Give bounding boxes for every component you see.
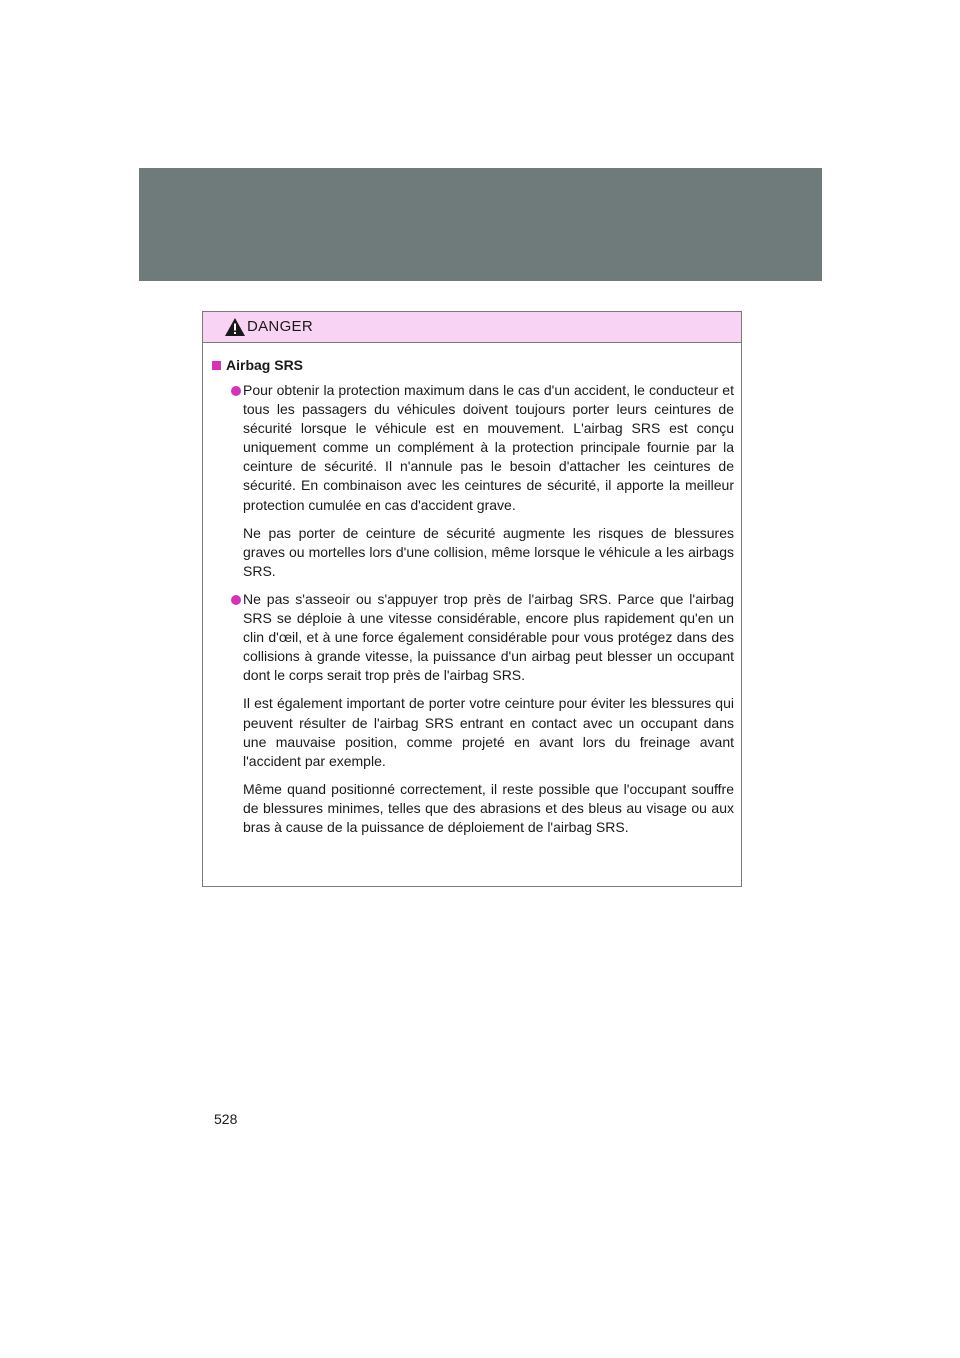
bullet-item [210, 381, 734, 515]
section-heading-text: Airbag SRS [226, 357, 304, 373]
square-bullet-icon [212, 361, 221, 370]
page-number: 528 [214, 1111, 238, 1127]
danger-content [203, 343, 741, 837]
bullet-item [210, 590, 734, 685]
danger-title: DANGER [247, 318, 313, 335]
round-bullet-icon [231, 595, 241, 605]
bullet-text: Ne pas s'asseoir ou s'appuyer trop près de l'airbag SRS. Parce que l'airbag SRS se déploie à une vitesse considérable, encore plus rapidement qu'en un clin d'œil, et à une force également considérable pour vous protégez dans des collisions à grande vitesse, la puissance d'un airbag peut blesser un occupant dont le corps serait trop près de l'airbag SRS. [243, 590, 734, 684]
warning-triangle-icon [224, 317, 246, 337]
followup-paragraph: Il est également important de porter votre ceinture pour éviter les blessures qui peuvent résulter de l'airbag SRS entrant en contact avec un occupant dans une mauvaise position, comme projeté en avant lors du freinage avant l'accident par exemple. [243, 695, 734, 769]
page-header-band [139, 168, 822, 281]
bullet-text: Pour obtenir la protection maximum dans le cas d'un accident, le conducteur et tous les passagers du véhicules doivent toujours porter leurs ceintures de sécurité lorsque le véhicule est en mouvement. L'airbag SRS est conçu uniquement comme un complément à la protection principale fournie par la ceinture de sécurité. Il n'annule pas le besoin d'attacher les ceintures de sécurité. En combinaison avec les ceintures de sécurité, il apporte la meilleur protection cumulée en cas d'accident grave. [243, 382, 734, 513]
section-heading [210, 355, 734, 375]
round-bullet-icon [231, 386, 241, 396]
danger-header [203, 312, 741, 343]
danger-warning-box [202, 311, 742, 887]
followup-paragraph: Même quand positionné correctement, il reste possible que l'occupant souffre de blessures minimes, telles que des abrasions et des bleus au visage ou aux bras à cause de la puissance de déploiement de l'airbag SRS. [243, 780, 734, 835]
followup-paragraph: Ne pas porter de ceinture de sécurité augmente les risques de blessures graves ou mortelles lors d'une collision, même lorsque le véhicule a les airbags SRS. [243, 524, 734, 579]
